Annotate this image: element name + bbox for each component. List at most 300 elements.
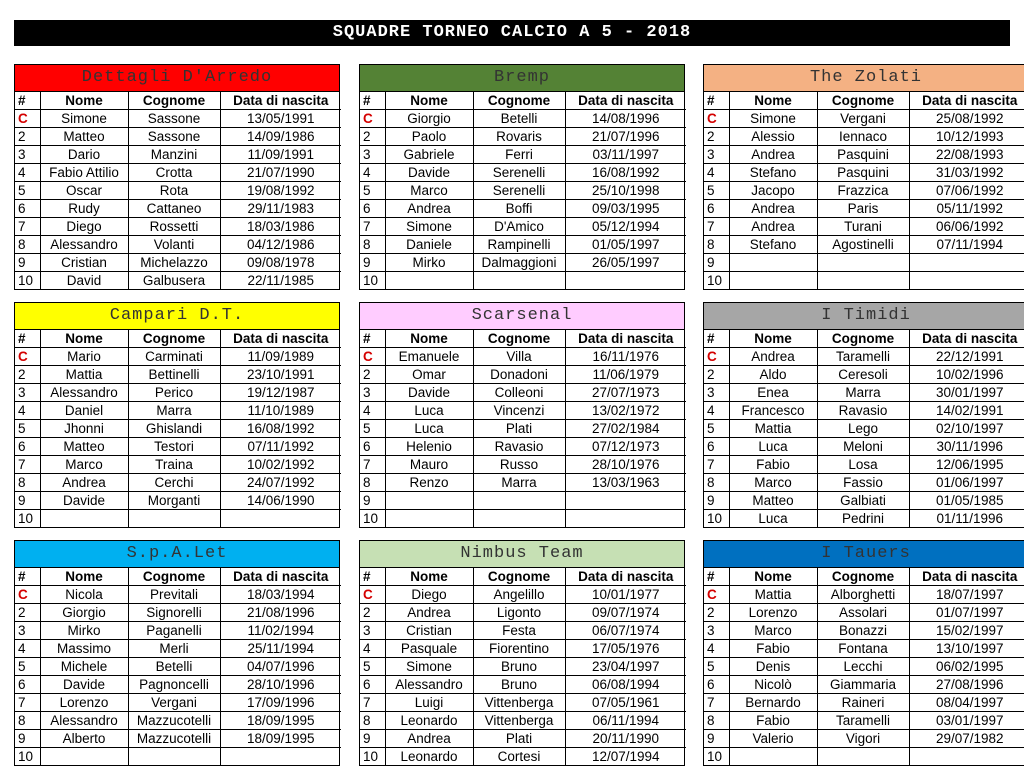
player-birth-date: 06/06/1992 [909, 218, 1024, 236]
player-first-name: Andrea [729, 218, 817, 236]
player-surname: Meloni [817, 438, 909, 456]
player-first-name: Fabio Attilio [40, 164, 128, 182]
player-first-name: Andrea [729, 200, 817, 218]
player-row [15, 182, 341, 200]
player-first-name: Mirko [385, 254, 473, 272]
player-surname: Paganelli [128, 622, 220, 640]
player-surname: Sassone [128, 110, 220, 128]
player-birth-date: 13/05/1991 [220, 110, 341, 128]
player-first-name: Paolo [385, 128, 473, 146]
player-first-name: Luigi [385, 694, 473, 712]
player-birth-date: 13/10/1997 [909, 640, 1024, 658]
player-row [15, 510, 341, 528]
player-surname: Mazzucotelli [128, 730, 220, 748]
player-surname: Vigori [817, 730, 909, 748]
player-birth-date: 03/11/1997 [565, 146, 686, 164]
player-surname: Vittenberga [473, 712, 565, 730]
player-row [15, 128, 341, 146]
player-birth-date: 07/05/1961 [565, 694, 686, 712]
player-row [360, 128, 686, 146]
player-first-name: Andrea [40, 474, 128, 492]
player-number: C [704, 348, 729, 366]
player-first-name: Gabriele [385, 146, 473, 164]
player-birth-date [909, 254, 1024, 272]
player-number: 9 [360, 730, 385, 748]
player-first-name [40, 510, 128, 528]
player-first-name: Alessio [729, 128, 817, 146]
player-birth-date: 09/08/1978 [220, 254, 341, 272]
player-number: 9 [15, 492, 40, 510]
player-surname: Ferri [473, 146, 565, 164]
player-row [15, 474, 341, 492]
header-row [360, 330, 686, 348]
player-surname: Marra [473, 474, 565, 492]
column-header-num: # [360, 330, 385, 348]
player-number: 2 [15, 366, 40, 384]
player-first-name [385, 492, 473, 510]
player-first-name [385, 510, 473, 528]
player-first-name: Matteo [40, 128, 128, 146]
player-first-name: Leonardo [385, 712, 473, 730]
player-birth-date: 01/07/1997 [909, 604, 1024, 622]
player-birth-date: 25/08/1992 [909, 110, 1024, 128]
player-surname [473, 510, 565, 528]
player-first-name: Simone [385, 218, 473, 236]
team-name: The Zolati [704, 65, 1024, 92]
player-number: 8 [704, 236, 729, 254]
player-surname: Marra [128, 402, 220, 420]
column-header-name: Nome [729, 92, 817, 110]
player-first-name [40, 748, 128, 766]
player-number: C [704, 586, 729, 604]
player-number: 4 [15, 640, 40, 658]
team-name: Campari D.T. [15, 303, 339, 330]
player-first-name: Stefano [729, 164, 817, 182]
player-row [15, 658, 341, 676]
player-number: 8 [704, 712, 729, 730]
player-row [704, 164, 1024, 182]
column-header-name: Nome [729, 568, 817, 586]
column-header-surname: Cognome [817, 92, 909, 110]
player-surname [128, 748, 220, 766]
player-row [704, 694, 1024, 712]
player-birth-date: 04/07/1996 [220, 658, 341, 676]
player-row [360, 272, 686, 290]
player-number: 7 [15, 694, 40, 712]
player-number: 9 [360, 492, 385, 510]
player-row [360, 254, 686, 272]
player-surname: Crotta [128, 164, 220, 182]
team-table [359, 540, 685, 766]
player-row [15, 730, 341, 748]
column-header-surname: Cognome [128, 92, 220, 110]
player-first-name: Cristian [40, 254, 128, 272]
player-first-name: Stefano [729, 236, 817, 254]
player-row [360, 384, 686, 402]
player-row [704, 348, 1024, 366]
player-first-name: Denis [729, 658, 817, 676]
player-surname: Galbusera [128, 272, 220, 290]
player-number: 7 [704, 456, 729, 474]
roster-table [15, 92, 341, 289]
team-name: Bremp [360, 65, 684, 92]
header-row [360, 92, 686, 110]
player-birth-date: 03/01/1997 [909, 712, 1024, 730]
roster-table [360, 330, 686, 527]
player-row [360, 658, 686, 676]
player-row [704, 640, 1024, 658]
player-row [15, 456, 341, 474]
header-row [704, 568, 1024, 586]
player-birth-date: 27/07/1973 [565, 384, 686, 402]
player-first-name [729, 272, 817, 290]
player-first-name: Jacopo [729, 182, 817, 200]
player-birth-date: 10/02/1996 [909, 366, 1024, 384]
player-first-name: Lorenzo [40, 694, 128, 712]
player-number: 4 [704, 402, 729, 420]
player-row [360, 236, 686, 254]
player-number: 4 [360, 164, 385, 182]
player-number: 5 [704, 182, 729, 200]
player-first-name: Andrea [385, 200, 473, 218]
player-number: 9 [360, 254, 385, 272]
player-row [704, 366, 1024, 384]
player-row [15, 604, 341, 622]
player-row [704, 384, 1024, 402]
player-row [360, 420, 686, 438]
player-first-name: Fabio [729, 640, 817, 658]
player-row [15, 236, 341, 254]
player-number: 4 [704, 640, 729, 658]
player-first-name: Jhonni [40, 420, 128, 438]
player-birth-date: 27/08/1996 [909, 676, 1024, 694]
player-surname: Betelli [128, 658, 220, 676]
player-number: 2 [704, 128, 729, 146]
player-row [704, 128, 1024, 146]
player-birth-date: 25/11/1994 [220, 640, 341, 658]
player-surname: Marra [817, 384, 909, 402]
player-surname: Colleoni [473, 384, 565, 402]
player-birth-date: 06/11/1994 [565, 712, 686, 730]
player-first-name: Helenio [385, 438, 473, 456]
player-birth-date: 05/11/1992 [909, 200, 1024, 218]
player-surname: Betelli [473, 110, 565, 128]
player-first-name: Nicolò [729, 676, 817, 694]
player-surname: Rovaris [473, 128, 565, 146]
player-first-name: Matteo [40, 438, 128, 456]
player-surname: Rota [128, 182, 220, 200]
player-birth-date: 22/11/1985 [220, 272, 341, 290]
player-birth-date: 31/03/1992 [909, 164, 1024, 182]
player-row [360, 474, 686, 492]
header-row [15, 568, 341, 586]
player-birth-date: 30/01/1997 [909, 384, 1024, 402]
player-number: 5 [704, 420, 729, 438]
player-birth-date: 23/04/1997 [565, 658, 686, 676]
column-header-num: # [15, 330, 40, 348]
player-number: C [360, 348, 385, 366]
player-surname: Ravasio [817, 402, 909, 420]
player-birth-date [565, 492, 686, 510]
column-header-surname: Cognome [128, 330, 220, 348]
column-header-num: # [360, 92, 385, 110]
player-row [704, 218, 1024, 236]
player-surname [473, 272, 565, 290]
player-row [360, 182, 686, 200]
player-surname: Serenelli [473, 164, 565, 182]
player-number: 10 [360, 272, 385, 290]
player-row [360, 200, 686, 218]
player-row [15, 622, 341, 640]
player-birth-date: 24/07/1992 [220, 474, 341, 492]
player-number: 6 [360, 200, 385, 218]
player-number: 7 [360, 456, 385, 474]
player-surname: Pedrini [817, 510, 909, 528]
column-header-dob: Data di nascita [220, 330, 341, 348]
column-header-surname: Cognome [817, 330, 909, 348]
player-birth-date: 07/12/1973 [565, 438, 686, 456]
player-birth-date: 01/06/1997 [909, 474, 1024, 492]
column-header-name: Nome [385, 568, 473, 586]
player-surname [817, 748, 909, 766]
player-first-name: Andrea [729, 348, 817, 366]
player-first-name: Alessandro [40, 236, 128, 254]
player-surname: Vergani [817, 110, 909, 128]
player-number: C [360, 110, 385, 128]
player-surname: Fassio [817, 474, 909, 492]
player-first-name: Alessandro [40, 712, 128, 730]
player-first-name: Simone [40, 110, 128, 128]
header-row [704, 330, 1024, 348]
player-birth-date: 10/12/1993 [909, 128, 1024, 146]
player-row [704, 586, 1024, 604]
column-header-name: Nome [40, 92, 128, 110]
player-number: 5 [704, 658, 729, 676]
player-row [15, 676, 341, 694]
player-birth-date: 14/06/1990 [220, 492, 341, 510]
player-birth-date: 22/12/1991 [909, 348, 1024, 366]
player-number: 3 [15, 146, 40, 164]
player-surname: Plati [473, 420, 565, 438]
column-header-num: # [704, 92, 729, 110]
player-number: 3 [704, 146, 729, 164]
player-number: 10 [704, 748, 729, 766]
player-birth-date: 07/11/1994 [909, 236, 1024, 254]
team-name: I Timidi [704, 303, 1024, 330]
player-birth-date: 06/07/1974 [565, 622, 686, 640]
player-birth-date: 18/03/1986 [220, 218, 341, 236]
player-surname: Plati [473, 730, 565, 748]
player-surname: Alborghetti [817, 586, 909, 604]
player-first-name: Enea [729, 384, 817, 402]
player-row [360, 146, 686, 164]
player-birth-date: 07/06/1992 [909, 182, 1024, 200]
column-header-dob: Data di nascita [565, 568, 686, 586]
player-first-name: Massimo [40, 640, 128, 658]
player-number: 4 [704, 164, 729, 182]
player-birth-date: 22/08/1993 [909, 146, 1024, 164]
player-surname: Vergani [128, 694, 220, 712]
player-number: 3 [360, 622, 385, 640]
player-row [360, 402, 686, 420]
player-first-name: Luca [385, 402, 473, 420]
player-surname: Vincenzi [473, 402, 565, 420]
player-first-name: Diego [40, 218, 128, 236]
player-number: 10 [360, 510, 385, 528]
column-header-num: # [15, 568, 40, 586]
player-surname: Manzini [128, 146, 220, 164]
player-surname: Losa [817, 456, 909, 474]
player-first-name: Luca [385, 420, 473, 438]
player-birth-date: 16/11/1976 [565, 348, 686, 366]
player-number: 5 [15, 182, 40, 200]
player-first-name: Marco [385, 182, 473, 200]
player-row [360, 694, 686, 712]
header-row [15, 330, 341, 348]
player-surname: Taramelli [817, 712, 909, 730]
player-first-name: Emanuele [385, 348, 473, 366]
player-birth-date: 11/06/1979 [565, 366, 686, 384]
player-row [15, 438, 341, 456]
column-header-surname: Cognome [817, 568, 909, 586]
player-first-name: Giorgio [385, 110, 473, 128]
player-surname: Angelillo [473, 586, 565, 604]
player-birth-date: 17/09/1996 [220, 694, 341, 712]
player-surname: Agostinelli [817, 236, 909, 254]
player-birth-date: 21/07/1990 [220, 164, 341, 182]
player-first-name: Mario [40, 348, 128, 366]
player-row [704, 676, 1024, 694]
player-first-name: Fabio [729, 712, 817, 730]
player-surname: Mazzucotelli [128, 712, 220, 730]
player-number: 7 [704, 694, 729, 712]
player-surname: Merli [128, 640, 220, 658]
player-surname: Fontana [817, 640, 909, 658]
player-row [704, 456, 1024, 474]
player-surname: Perico [128, 384, 220, 402]
player-surname: Galbiati [817, 492, 909, 510]
player-first-name: Daniel [40, 402, 128, 420]
player-birth-date: 19/12/1987 [220, 384, 341, 402]
player-row [15, 110, 341, 128]
column-header-dob: Data di nascita [220, 568, 341, 586]
player-number: 10 [704, 272, 729, 290]
team-table [14, 540, 340, 766]
player-number: 10 [15, 510, 40, 528]
player-number: 6 [704, 676, 729, 694]
player-first-name: Mattia [40, 366, 128, 384]
player-birth-date: 09/03/1995 [565, 200, 686, 218]
player-row [360, 456, 686, 474]
player-first-name: Alessandro [40, 384, 128, 402]
player-row [704, 492, 1024, 510]
player-birth-date: 28/10/1996 [220, 676, 341, 694]
player-first-name: Nicola [40, 586, 128, 604]
player-row [360, 748, 686, 766]
player-row [704, 182, 1024, 200]
player-first-name [729, 254, 817, 272]
player-number: 6 [360, 438, 385, 456]
player-first-name: Mattia [729, 586, 817, 604]
player-first-name: Marco [729, 622, 817, 640]
player-surname: Vittenberga [473, 694, 565, 712]
player-number: 7 [704, 218, 729, 236]
player-surname: Cattaneo [128, 200, 220, 218]
player-surname: Volanti [128, 236, 220, 254]
player-birth-date: 01/05/1985 [909, 492, 1024, 510]
player-surname [128, 510, 220, 528]
player-first-name: Valerio [729, 730, 817, 748]
roster-table [704, 330, 1024, 527]
column-header-name: Nome [40, 330, 128, 348]
player-number: 8 [15, 712, 40, 730]
page-title: SQUADRE TORNEO CALCIO A 5 - 2018 [14, 20, 1010, 46]
player-number: 2 [360, 366, 385, 384]
player-number: 8 [15, 474, 40, 492]
player-row [360, 164, 686, 182]
player-birth-date: 12/07/1994 [565, 748, 686, 766]
player-birth-date: 14/02/1991 [909, 402, 1024, 420]
player-row [704, 438, 1024, 456]
player-row [15, 694, 341, 712]
player-number: 2 [704, 366, 729, 384]
player-surname: Boffi [473, 200, 565, 218]
player-surname: Sassone [128, 128, 220, 146]
player-birth-date: 02/10/1997 [909, 420, 1024, 438]
player-surname: Bruno [473, 676, 565, 694]
player-number: 5 [360, 658, 385, 676]
player-number: 3 [704, 384, 729, 402]
player-surname: Pagnoncelli [128, 676, 220, 694]
player-first-name: Omar [385, 366, 473, 384]
player-surname: Ravasio [473, 438, 565, 456]
player-birth-date: 01/11/1996 [909, 510, 1024, 528]
player-row [360, 622, 686, 640]
player-first-name: Mattia [729, 420, 817, 438]
player-first-name: Pasquale [385, 640, 473, 658]
player-birth-date [220, 748, 341, 766]
player-row [15, 254, 341, 272]
player-first-name: Alessandro [385, 676, 473, 694]
player-row [360, 366, 686, 384]
player-first-name: Alberto [40, 730, 128, 748]
player-first-name: Renzo [385, 474, 473, 492]
column-header-surname: Cognome [128, 568, 220, 586]
player-surname: Fiorentino [473, 640, 565, 658]
player-birth-date: 07/11/1992 [220, 438, 341, 456]
player-row [360, 712, 686, 730]
player-birth-date: 18/09/1995 [220, 712, 341, 730]
player-surname: Rossetti [128, 218, 220, 236]
column-header-dob: Data di nascita [220, 92, 341, 110]
player-number: C [360, 586, 385, 604]
player-first-name: Francesco [729, 402, 817, 420]
player-first-name: Oscar [40, 182, 128, 200]
roster-table [360, 92, 686, 289]
player-birth-date: 18/03/1994 [220, 586, 341, 604]
player-first-name: Marco [40, 456, 128, 474]
player-surname: Pasquini [817, 146, 909, 164]
player-row [704, 748, 1024, 766]
player-surname: Ghislandi [128, 420, 220, 438]
team-name: Dettagli D'Arredo [15, 65, 339, 92]
player-number: 9 [704, 254, 729, 272]
player-number: 3 [360, 146, 385, 164]
player-first-name: Bernardo [729, 694, 817, 712]
player-number: 2 [360, 128, 385, 146]
player-number: 4 [15, 402, 40, 420]
player-surname: Russo [473, 456, 565, 474]
